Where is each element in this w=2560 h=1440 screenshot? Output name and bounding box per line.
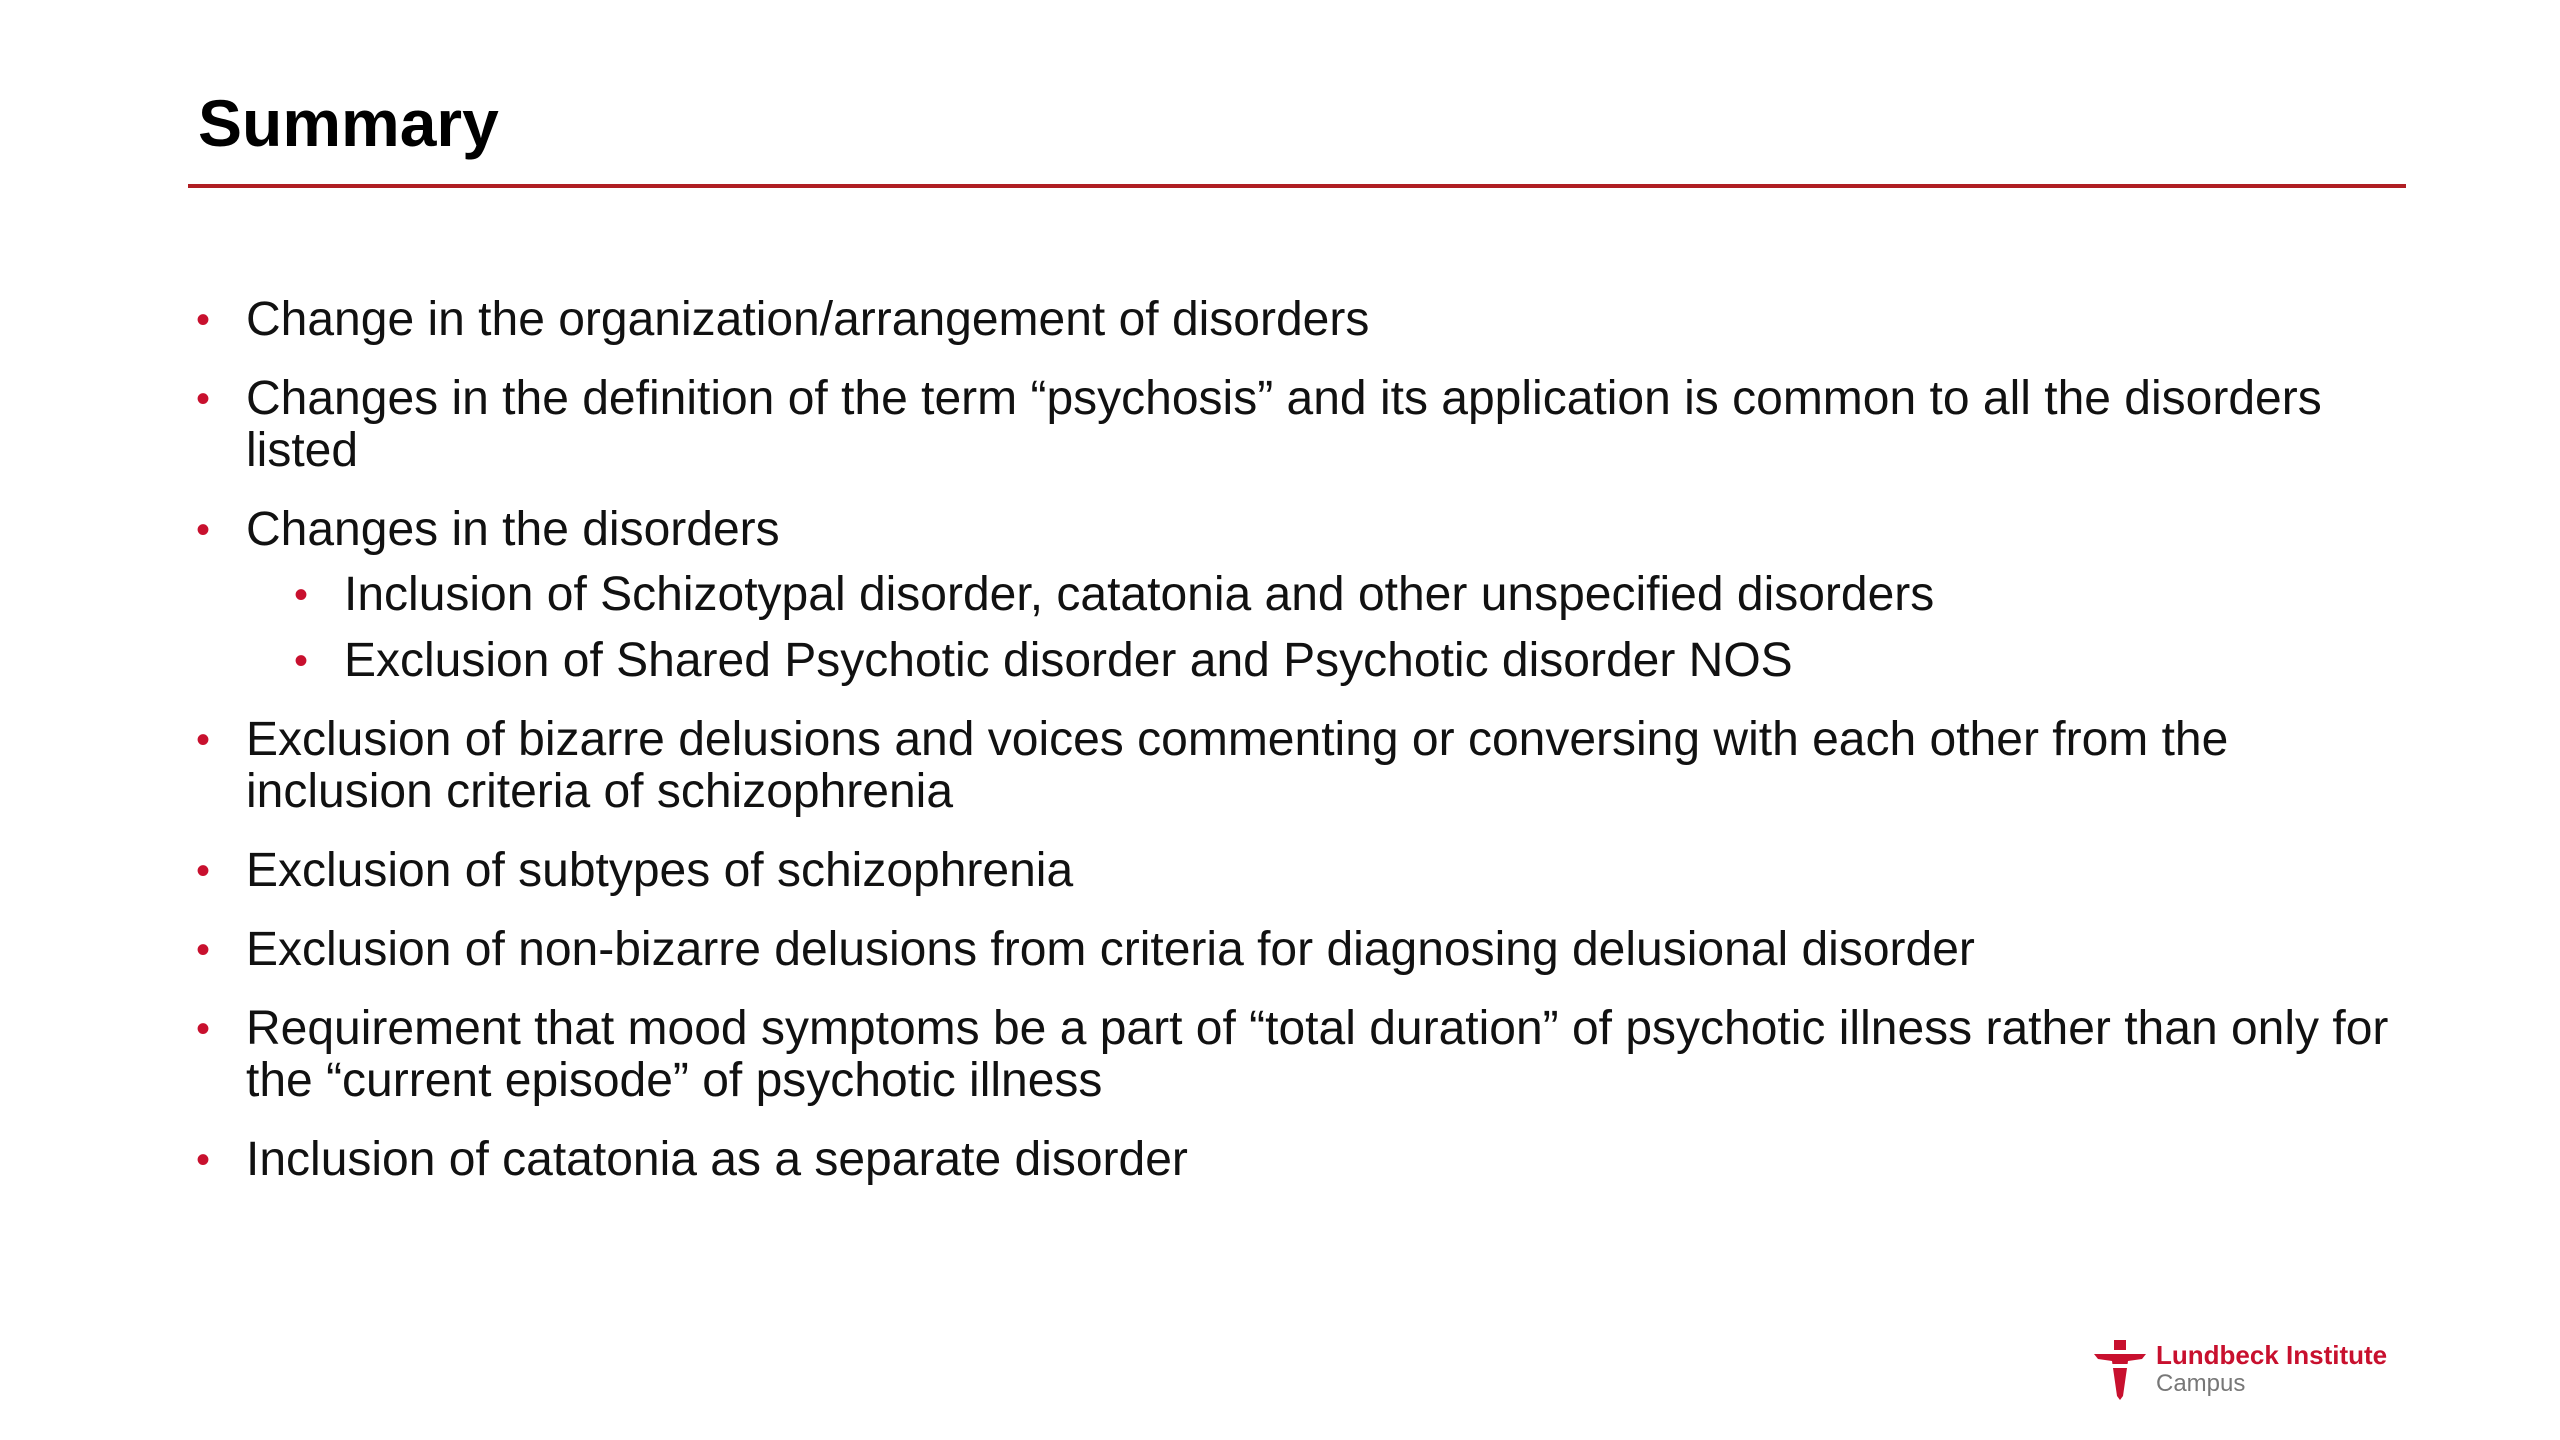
bullet-item — [196, 924, 2426, 976]
bullet-list — [196, 294, 2426, 1213]
sub-bullet-group — [196, 569, 2426, 687]
logo-name: Lundbeck Institute — [2156, 1340, 2388, 1370]
bullet-icon: • — [196, 508, 211, 552]
bullet-text: Exclusion of bizarre delusions and voices commenting or conversing with each other from the inclusion criteria of schizophrenia — [246, 713, 2229, 818]
bullet-text: Exclusion of subtypes of schizophrenia — [246, 844, 1074, 897]
bullet-icon: • — [196, 1007, 211, 1051]
company-logo — [2092, 1340, 2422, 1400]
bullet-text: Requirement that mood symptoms be a part of “total duration” of psychotic illness rather than only for the “current episode” of psychotic illness — [246, 1002, 2389, 1107]
bullet-item — [196, 294, 2426, 346]
bullet-icon: • — [294, 639, 309, 683]
bullet-icon: • — [294, 573, 309, 617]
title-divider — [188, 184, 2406, 188]
sub-bullet-item — [196, 635, 2426, 687]
logo-subtitle: Campus — [2156, 1370, 2246, 1397]
bullet-text: Changes in the definition of the term “psychosis” and its application is common to all the disorders listed — [246, 372, 2322, 477]
bullet-icon: • — [196, 718, 211, 762]
bullet-icon: • — [196, 377, 211, 421]
bullet-item — [196, 1134, 2426, 1186]
bullet-icon: • — [196, 928, 211, 972]
sub-bullet-list — [196, 569, 2426, 687]
bullet-item — [196, 1003, 2426, 1107]
sub-bullet-item — [196, 569, 2426, 621]
bullet-text: Change in the organization/arrangement of disorders — [246, 293, 1370, 346]
bullet-item — [196, 714, 2426, 818]
sub-bullet-text: Inclusion of Schizotypal disorder, catatonia and other unspecified disorders — [344, 568, 1935, 621]
bullet-text: Inclusion of catatonia as a separate disorder — [246, 1133, 1188, 1186]
bullet-item — [196, 373, 2426, 477]
bullet-text: Exclusion of non-bizarre delusions from criteria for diagnosing delusional disorder — [246, 923, 1975, 976]
lundbeck-mark-icon — [2092, 1340, 2148, 1400]
bullet-icon: • — [196, 298, 211, 342]
bullet-icon: • — [196, 849, 211, 893]
bullet-item — [196, 504, 2426, 556]
bullet-item — [196, 845, 2426, 897]
sub-bullet-text: Exclusion of Shared Psychotic disorder and Psychotic disorder NOS — [344, 634, 1793, 687]
bullet-icon: • — [196, 1138, 211, 1182]
page-title: Summary — [198, 86, 499, 160]
bullet-text: Changes in the disorders — [246, 503, 780, 556]
